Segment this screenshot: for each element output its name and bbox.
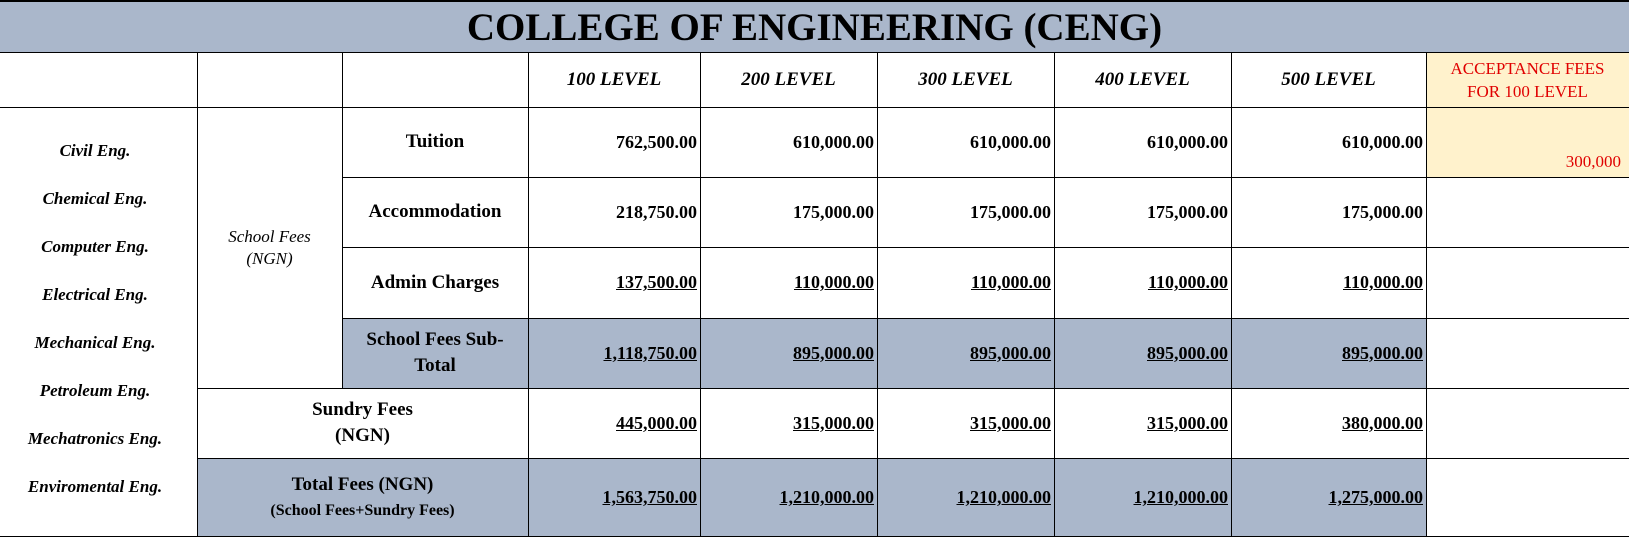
accommodation-200: 175,000.00 xyxy=(793,201,874,222)
admin-300: 110,000.00 xyxy=(970,272,1051,292)
row-label-total-line1: Total Fees (NGN) xyxy=(291,473,434,495)
acceptance-header-line2: FOR 100 LEVEL xyxy=(1467,82,1588,101)
row-label-admin-charges: Admin Charges xyxy=(370,271,500,293)
subtotal-100: 1,118,750.00 xyxy=(603,342,697,363)
level-header-100: 100 LEVEL xyxy=(566,69,662,90)
dept-petroleum: Petroleum Eng. xyxy=(39,381,151,400)
grid-line xyxy=(342,177,1629,178)
total-300: 1,210,000.00 xyxy=(956,487,1051,507)
acceptance-header xyxy=(1426,53,1629,107)
row-label-total-line2: (School Fees+Sundry Fees) xyxy=(270,501,455,519)
sundry-400: 315,000.00 xyxy=(1147,412,1228,433)
sundry-300: 315,000.00 xyxy=(970,412,1051,433)
grid-line xyxy=(1426,53,1427,537)
total-500: 1,275,000.00 xyxy=(1328,487,1423,507)
total-400: 1,210,000.00 xyxy=(1133,487,1228,507)
subtotal-300: 895,000.00 xyxy=(970,342,1051,363)
dept-mechatronics: Mechatronics Eng. xyxy=(27,429,163,448)
total-100: 1,563,750.00 xyxy=(602,487,697,507)
tuition-200: 610,000.00 xyxy=(793,131,874,152)
grid-line xyxy=(1054,53,1055,537)
grid-line xyxy=(197,388,1629,389)
grid-line xyxy=(1231,53,1232,537)
total-200: 1,210,000.00 xyxy=(779,487,874,507)
row-label-total xyxy=(197,458,528,537)
dept-environmental: Enviromental Eng. xyxy=(27,477,163,496)
dept-mechanical: Mechanical Eng. xyxy=(34,333,156,352)
tuition-100: 762,500.00 xyxy=(616,131,697,152)
accommodation-300: 175,000.00 xyxy=(970,201,1051,222)
subtotal-400: 895,000.00 xyxy=(1147,342,1228,363)
row-label-sundry-line2: (NGN) xyxy=(335,425,390,446)
sundry-100: 445,000.00 xyxy=(616,412,697,433)
grid-line xyxy=(877,53,878,537)
accommodation-100: 218,750.00 xyxy=(616,201,697,222)
dept-civil: Civil Eng. xyxy=(59,141,131,160)
row-label-subtotal-line1: School Fees Sub- xyxy=(366,329,504,350)
tuition-300: 610,000.00 xyxy=(970,131,1051,152)
grid-line xyxy=(700,53,701,537)
dept-electrical: Electrical Eng. xyxy=(42,285,148,304)
grid-line xyxy=(197,53,198,537)
row-label-tuition: Tuition xyxy=(405,131,465,152)
row-label-sundry-line1: Sundry Fees xyxy=(312,399,413,420)
subtotal-200: 895,000.00 xyxy=(793,342,874,363)
admin-500: 110,000.00 xyxy=(1342,272,1423,292)
grid-line xyxy=(342,247,1629,248)
tuition-500: 610,000.00 xyxy=(1342,131,1423,152)
grid-line xyxy=(528,53,529,537)
level-header-300: 300 LEVEL xyxy=(918,69,1013,90)
sundry-500: 380,000.00 xyxy=(1342,412,1423,433)
tuition-400: 610,000.00 xyxy=(1147,131,1228,152)
subtotal-500: 895,000.00 xyxy=(1342,342,1423,363)
level-header-400: 400 LEVEL xyxy=(1095,69,1190,90)
page-title: COLLEGE OF ENGINEERING (CENG) xyxy=(0,0,1629,53)
school-fees-label-line2: (NGN) xyxy=(246,248,293,268)
row-label-subtotal xyxy=(342,318,528,388)
admin-200: 110,000.00 xyxy=(793,272,874,292)
school-fees-label-line1: School Fees xyxy=(228,226,311,246)
school-fees-label xyxy=(197,107,342,388)
grid-line xyxy=(342,318,1629,319)
row-label-subtotal-line2: Total xyxy=(414,355,456,376)
level-header-500: 500 LEVEL xyxy=(1281,69,1376,90)
row-label-accommodation: Accommodation xyxy=(368,201,502,222)
dept-computer: Computer Eng. xyxy=(41,237,149,256)
sundry-200: 315,000.00 xyxy=(793,412,874,433)
accommodation-500: 175,000.00 xyxy=(1342,201,1423,222)
row-label-sundry xyxy=(197,388,528,458)
accommodation-400: 175,000.00 xyxy=(1147,201,1228,222)
acceptance-header-line1: ACCEPTANCE FEES xyxy=(1450,59,1605,78)
grid-line xyxy=(0,107,1629,108)
acceptance-fee-value: 300,000 xyxy=(1565,152,1621,171)
admin-400: 110,000.00 xyxy=(1147,272,1228,292)
grid-line xyxy=(197,458,1629,459)
dept-chemical: Chemical Eng. xyxy=(42,189,148,208)
admin-100: 137,500.00 xyxy=(616,272,697,292)
level-header-200: 200 LEVEL xyxy=(741,69,836,90)
grid-line xyxy=(342,53,343,388)
